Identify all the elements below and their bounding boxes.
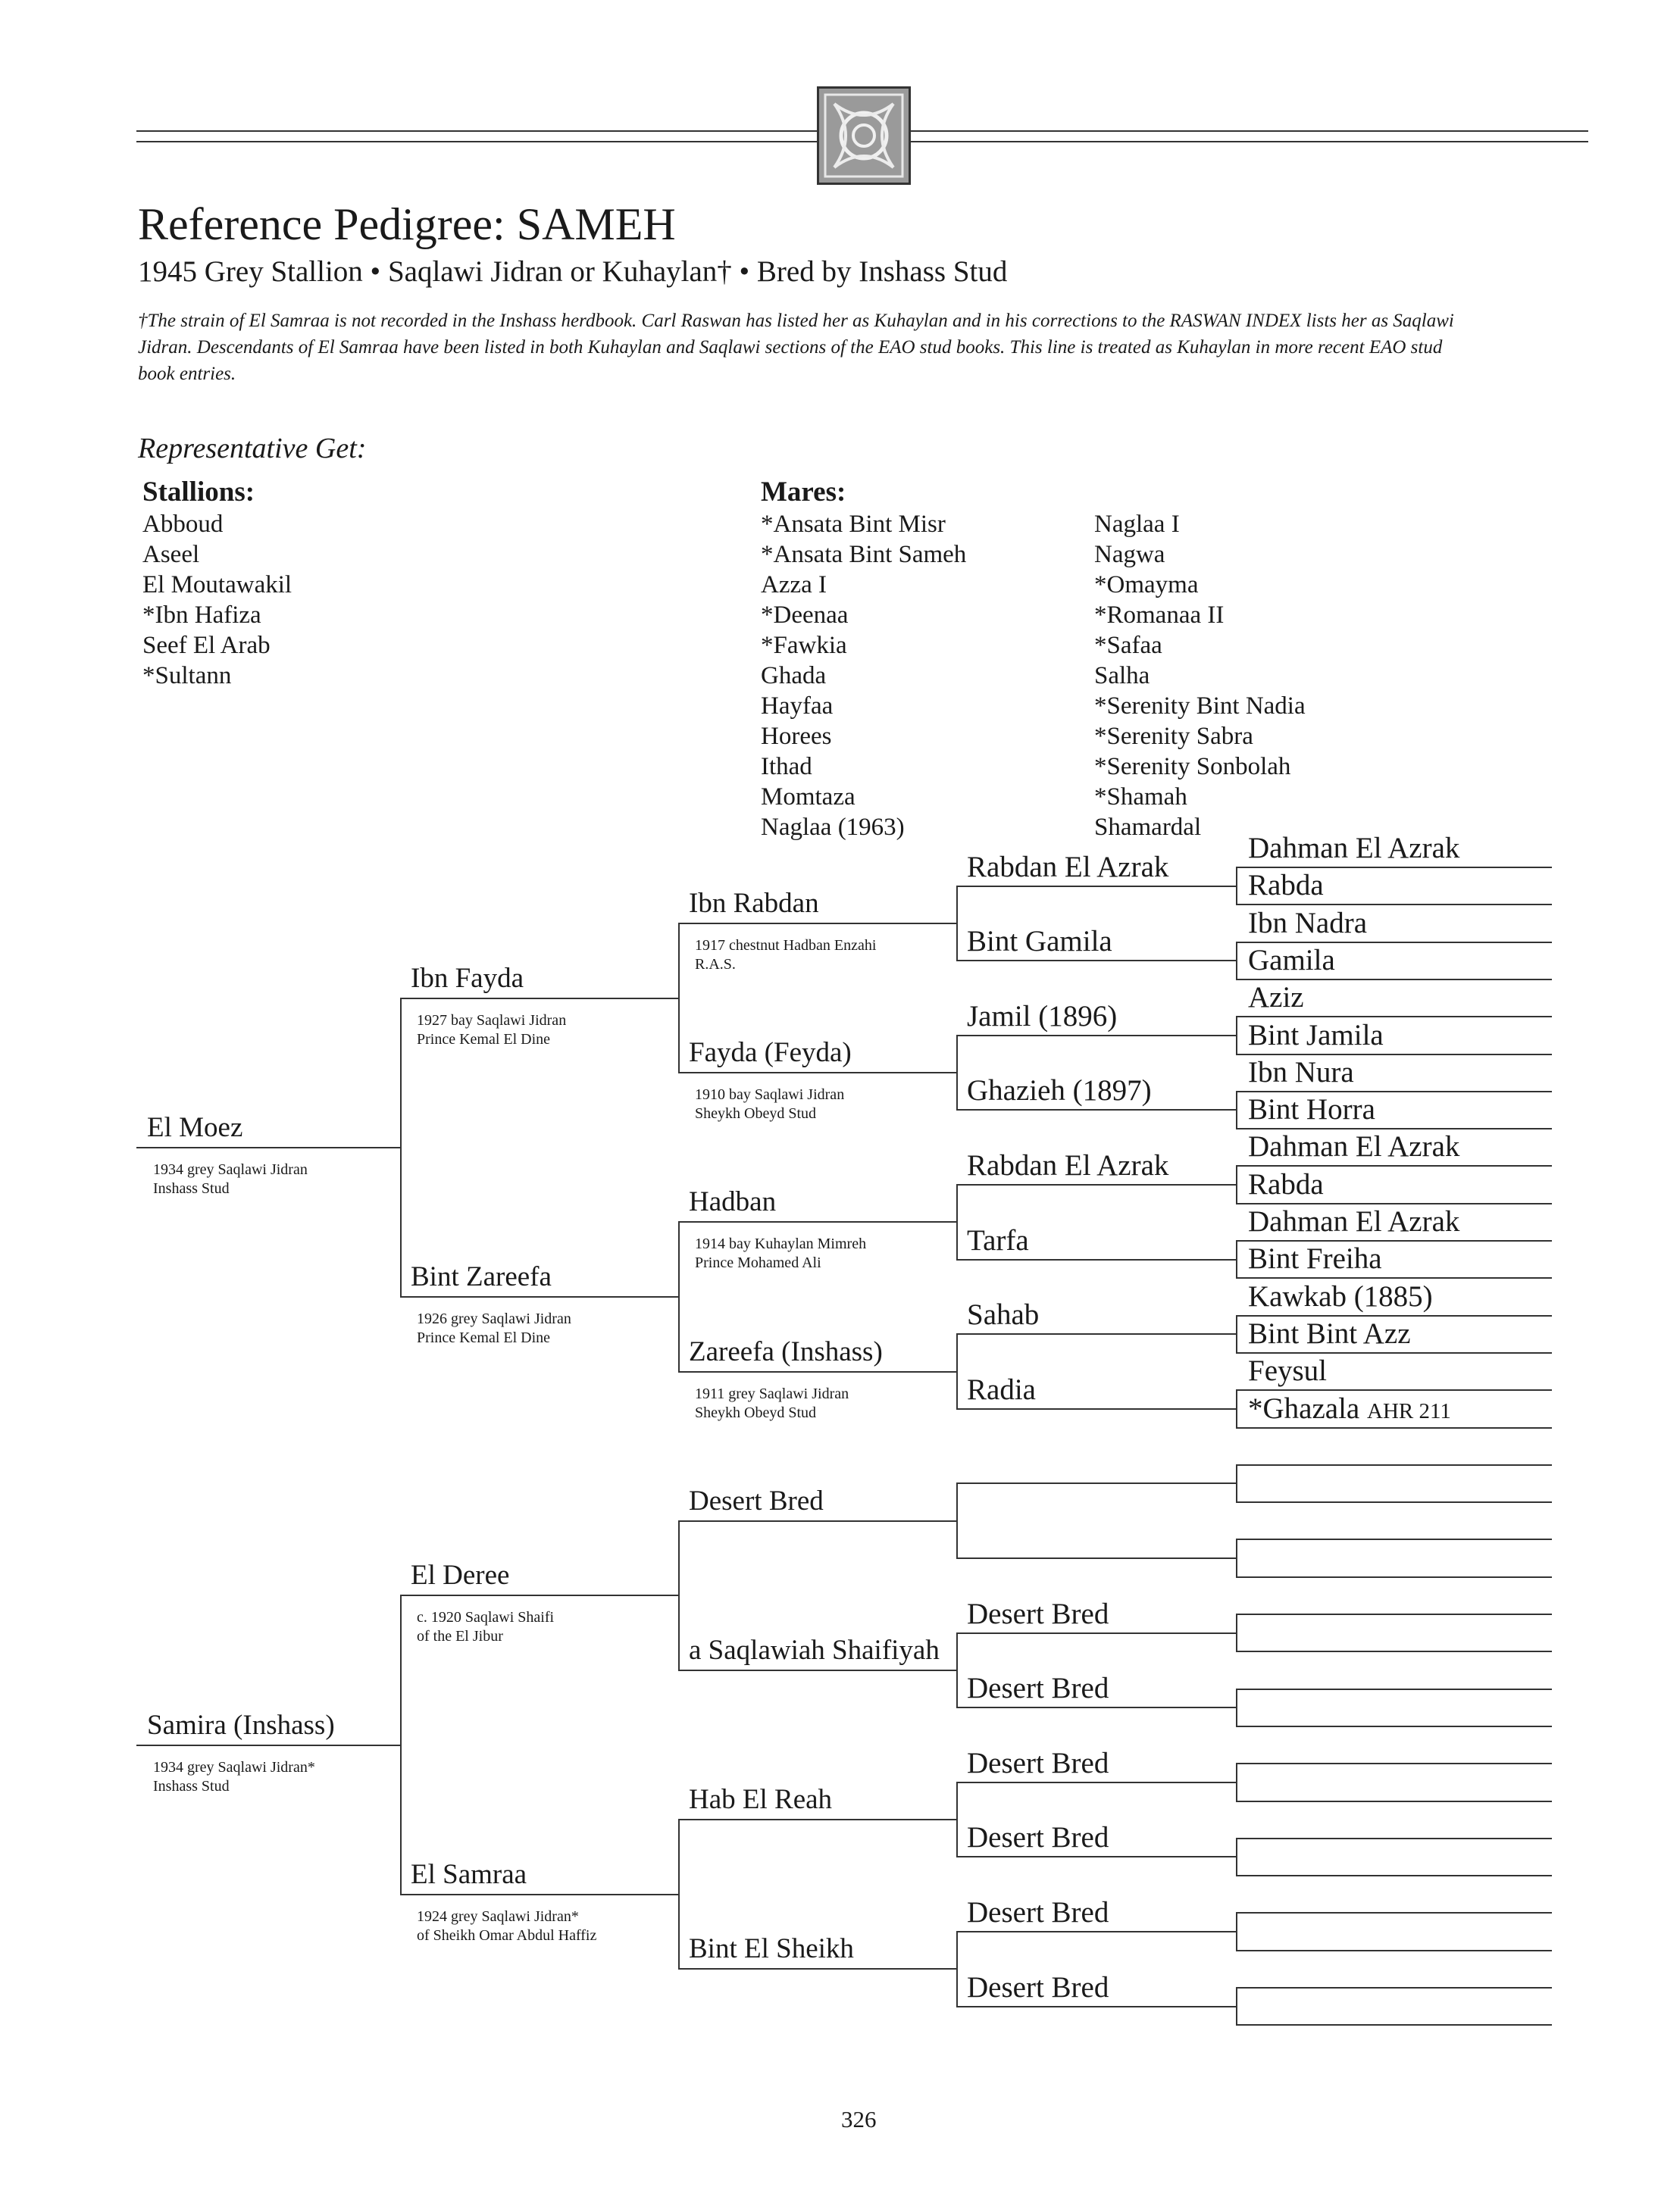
pedigree-connector-g2	[678, 1520, 680, 1671]
horse-name: Desert Bred	[967, 1746, 1109, 1779]
pedigree-connector-g4	[1236, 1240, 1237, 1279]
mare-item: Horees	[761, 723, 832, 750]
pedigree-line-g4	[956, 2006, 1236, 2007]
pedigree-line-g4	[956, 1333, 1236, 1335]
pedigree-line-g4	[956, 1632, 1236, 1634]
pedigree-connector-g3	[956, 1482, 958, 1559]
horse-name: Ghazieh (1897)	[967, 1074, 1152, 1108]
horse-detail: 1917 chestnut Hadban Enzahi	[695, 936, 877, 954]
pedigree-connector-g4	[1236, 942, 1237, 980]
pedigree-line-g5	[1236, 1950, 1552, 1951]
pedigree-line-g5	[1236, 942, 1552, 943]
pedigree-connector-g3	[956, 1782, 958, 1857]
mare-item: Naglaa I	[1094, 511, 1180, 538]
horse-detail: 1910 bay Saqlawi Jidran	[695, 1086, 845, 1104]
mare-item: *Shamah	[1094, 783, 1187, 811]
horse-name: Hab El Reah	[689, 1784, 833, 1816]
horse-name: Desert Bred	[967, 1821, 1109, 1854]
pedigree-line-g3	[678, 1819, 956, 1820]
pedigree-line-g5	[1236, 1016, 1552, 1017]
stallion-item: Abboud	[142, 511, 224, 538]
pedigree-line-g2	[400, 1595, 678, 1596]
pedigree-connector-g4	[1236, 1315, 1237, 1354]
pedigree-connector-g2	[678, 1221, 680, 1373]
horse-detail: Inshass Stud	[153, 1777, 230, 1795]
pedigree-line-g5	[1236, 1277, 1552, 1279]
horse-name: El Samraa	[411, 1858, 527, 1890]
horse-name: Dahman El Azrak	[1248, 1130, 1460, 1164]
pedigree-connector-g4	[1236, 1912, 1237, 1951]
mare-item: *Serenity Bint Nadia	[1094, 692, 1306, 720]
horse-name: Dahman El Azrak	[1248, 832, 1460, 864]
page-number: 326	[841, 2106, 877, 2132]
mare-item: *Deenaa	[761, 601, 849, 629]
pedigree-connector-g1	[400, 1595, 402, 1895]
horse-detail: c. 1920 Saqlawi Shaifi	[417, 1609, 555, 1626]
pedigree-line-g5	[1236, 1501, 1552, 1503]
pedigree-connector-g3	[956, 1632, 958, 1708]
horse-detail: Prince Kemal El Dine	[417, 1329, 551, 1346]
pedigree-connector-g1	[400, 998, 402, 1298]
horse-name: Fayda (Feyda)	[689, 1037, 852, 1069]
horse-name: *Ghazala AHR 211	[1248, 1392, 1451, 1425]
horse-detail: of Sheikh Omar Abdul Haffiz	[417, 1926, 597, 1944]
pedigree-connector-g4	[1236, 1539, 1237, 1578]
pedigree-line-g5	[1236, 1875, 1552, 1876]
horse-name: Hadban	[689, 1186, 777, 1218]
horse-name: Gamila	[1248, 943, 1335, 976]
top-rule-left-2	[136, 141, 817, 142]
pedigree-line-g1	[136, 1745, 400, 1746]
horse-name: Ibn Fayda	[411, 962, 524, 994]
horse-detail: Sheykh Obeyd Stud	[695, 1105, 816, 1123]
horse-name: Sahab	[967, 1298, 1040, 1332]
horse-name: Zareefa (Inshass)	[689, 1336, 883, 1367]
mare-item: Nagwa	[1094, 541, 1165, 568]
mare-item: *Omayma	[1094, 571, 1199, 598]
horse-name: Rabdan El Azrak	[967, 850, 1169, 883]
strain-note: †The strain of El Samraa is not recorded in the Inshass herdbook. Carl Raswan has listed her as Kuhaylan and in his corrections to the RASWAN INDEX lists her as Saqlawi Jidran. Descendants of El Samraa have been listed in both Kuhaylan and Saqlawi sections of the EAO stud books. This line is treated as Kuhaylan in more recent EAO stud book entries.	[138, 311, 1454, 384]
mare-item: Hayfaa	[761, 692, 834, 720]
pedigree-line-g5	[1236, 1801, 1552, 1802]
pedigree-line-g4	[956, 1707, 1236, 1708]
horse-name: Kawkab (1885)	[1248, 1279, 1433, 1313]
pedigree-connector-g3	[956, 1035, 958, 1111]
pedigree-connector-g4	[1236, 1016, 1237, 1055]
stallion-item: El Moutawakil	[142, 571, 292, 598]
pedigree-line-g3	[678, 1670, 956, 1671]
pedigree-line-g5	[1236, 1427, 1552, 1429]
horse-detail: Prince Mohamed Ali	[695, 1254, 821, 1272]
pedigree-line-g5	[1236, 1464, 1552, 1466]
pedigree-line-g4	[956, 1408, 1236, 1410]
pedigree-line-g2	[400, 998, 678, 999]
pedigree-line-g4	[956, 1557, 1236, 1559]
horse-detail: 1927 bay Saqlawi Jidran	[417, 1011, 567, 1029]
horse-name: Bint El Sheikh	[689, 1933, 854, 1965]
horse-name: Rabda	[1248, 1167, 1324, 1201]
pedigree-line-g3	[678, 1371, 956, 1373]
horse-name: a Saqlawiah Shaifiyah	[689, 1634, 940, 1666]
horse-detail: Inshass Stud	[153, 1179, 230, 1197]
celtic-knot-ornament	[817, 86, 911, 185]
mare-item: Momtaza	[761, 783, 856, 811]
horse-detail: Prince Kemal El Dine	[417, 1030, 551, 1048]
pedigree-line-g5	[1236, 979, 1552, 980]
horse-name: Feysul	[1248, 1354, 1328, 1388]
horse-detail: Sheykh Obeyd Stud	[695, 1404, 816, 1421]
horse-detail: R.A.S.	[695, 955, 736, 973]
mares-heading: Mares:	[761, 476, 846, 508]
pedigree-line-g4	[956, 1482, 1236, 1484]
pedigree-line-g5	[1236, 904, 1552, 905]
horse-name: Samira (Inshass)	[147, 1709, 335, 1741]
mare-item: Azza I	[761, 571, 827, 598]
pedigree-line-g3	[678, 1520, 956, 1522]
mare-item: Shamardal	[1094, 814, 1202, 841]
horse-name: Bint Horra	[1248, 1093, 1375, 1126]
pedigree-connector-g4	[1236, 1389, 1237, 1429]
pedigree-connector-g4	[1236, 1614, 1237, 1652]
pedigree-line-g2	[400, 1296, 678, 1298]
pedigree-line-g5	[1236, 1539, 1552, 1540]
page-title: Reference Pedigree: SAMEH	[138, 199, 676, 249]
pedigree-connector-g3	[956, 886, 958, 961]
pedigree-line-g5	[1236, 1987, 1552, 1989]
horse-detail: 1924 grey Saqlawi Jidran*	[417, 1907, 579, 1925]
mares-list-column-1	[761, 509, 966, 842]
horse-name: Desert Bred	[967, 1597, 1109, 1630]
page-subtitle: 1945 Grey Stallion • Saqlawi Jidran or Kuhaylan† • Bred by Inshass Stud	[138, 255, 1008, 288]
pedigree-connector-g3	[956, 1333, 958, 1410]
pedigree-line-g5	[1236, 1165, 1552, 1167]
pedigree-line-g5	[1236, 1352, 1552, 1354]
horse-name: Desert Bred	[967, 1672, 1109, 1705]
pedigree-line-g5	[1236, 1128, 1552, 1129]
mare-item: Ithad	[761, 753, 812, 780]
pedigree-line-g5	[1236, 1576, 1552, 1578]
horse-name: Desert Bred	[689, 1485, 824, 1517]
pedigree-line-g4	[956, 1109, 1236, 1111]
pedigree-connector-g3	[956, 1184, 958, 1261]
representative-get-label: Representative Get:	[138, 433, 367, 464]
top-rule-right-2	[911, 141, 1588, 142]
top-rule-right-1	[911, 130, 1588, 132]
horse-detail: 1934 grey Saqlawi Jidran*	[153, 1758, 315, 1776]
horse-name: Dahman El Azrak	[1248, 1205, 1460, 1238]
horse-name: Tarfa	[967, 1223, 1029, 1257]
pedigree-line-g5	[1236, 1054, 1552, 1055]
pedigree-line-g5	[1236, 1614, 1552, 1615]
horse-name: Jamil (1896)	[967, 999, 1118, 1033]
mares-list-column-2	[1094, 509, 1306, 842]
pedigree-line-g5	[1236, 1838, 1552, 1839]
pedigree-line-g4	[956, 1035, 1236, 1036]
horse-name: Ibn Rabdan	[689, 887, 819, 919]
horse-name: Bint Jamila	[1248, 1018, 1384, 1051]
stallions-heading: Stallions:	[142, 476, 255, 508]
pedigree-connector-g4	[1236, 1838, 1237, 1876]
pedigree-line-g1	[136, 1147, 400, 1148]
horse-detail: 1934 grey Saqlawi Jidran	[153, 1161, 308, 1178]
pedigree-line-g3	[678, 1968, 956, 1970]
top-rule-left-1	[136, 130, 817, 132]
pedigree-line-g4	[956, 1782, 1236, 1783]
pedigree-line-g5	[1236, 1689, 1552, 1690]
horse-name: Rabdan El Azrak	[967, 1149, 1169, 1183]
horse-name: Bint Zareefa	[411, 1261, 552, 1292]
mare-item: *Fawkia	[761, 632, 847, 659]
pedigree-line-g5	[1236, 1912, 1552, 1914]
mare-item: *Ansata Bint Misr	[761, 511, 946, 538]
pedigree-line-g4	[956, 960, 1236, 961]
horse-detail: 1926 grey Saqlawi Jidran	[417, 1310, 571, 1327]
pedigree-line-g4	[956, 1931, 1236, 1932]
horse-name: Aziz	[1248, 981, 1304, 1014]
stallions-list	[142, 509, 292, 691]
pedigree-connector-g4	[1236, 1987, 1237, 2026]
pedigree-line-g5	[1236, 1091, 1552, 1092]
pedigree-line-g5	[1236, 2024, 1552, 2026]
mare-item: *Serenity Sonbolah	[1094, 753, 1291, 780]
registry-number: AHR 211	[1367, 1398, 1451, 1423]
horse-name: Bint Freiha	[1248, 1242, 1382, 1276]
pedigree-connector-g2	[678, 1819, 680, 1970]
horse-detail: of the El Jibur	[417, 1628, 503, 1645]
horse-detail: 1914 bay Kuhaylan Mimreh	[695, 1236, 867, 1253]
pedigree-line-g4	[956, 1259, 1236, 1261]
pedigree-line-g3	[678, 923, 956, 924]
horse-name: Desert Bred	[967, 1896, 1109, 1929]
horse-name: Desert Bred	[967, 1970, 1109, 2004]
pedigree-line-g3	[678, 1072, 956, 1073]
horse-detail: 1911 grey Saqlawi Jidran	[695, 1385, 849, 1402]
pedigree-line-g4	[956, 1184, 1236, 1186]
pedigree-connector-g4	[1236, 1464, 1237, 1503]
pedigree-line-g3	[678, 1221, 956, 1223]
horse-name: Radia	[967, 1373, 1036, 1406]
mare-item: Naglaa (1963)	[761, 814, 905, 841]
pedigree-line-g5	[1236, 1240, 1552, 1242]
pedigree-line-g4	[956, 886, 1236, 887]
pedigree-line-g2	[400, 1894, 678, 1895]
pedigree-connector-g3	[956, 1931, 958, 2007]
horse-name: El Moez	[147, 1111, 243, 1143]
pedigree-line-g5	[1236, 1651, 1552, 1652]
pedigree-line-g5	[1236, 1389, 1552, 1391]
pedigree-connector-g4	[1236, 867, 1237, 905]
pedigree-line-g5	[1236, 867, 1552, 868]
mare-item: Salha	[1094, 662, 1150, 689]
horse-name: Rabda	[1248, 869, 1324, 902]
mare-item: *Serenity Sabra	[1094, 723, 1253, 750]
horse-name: Bint Gamila	[967, 925, 1112, 958]
pedigree-line-g5	[1236, 1726, 1552, 1727]
horse-name: El Deree	[411, 1560, 510, 1592]
pedigree-line-g5	[1236, 1763, 1552, 1764]
mare-item: *Ansata Bint Sameh	[761, 541, 967, 568]
stallion-item: *Ibn Hafiza	[142, 601, 261, 629]
pedigree-connector-g2	[678, 923, 680, 1073]
pedigree-connector-g4	[1236, 1165, 1237, 1204]
mare-item: Ghada	[761, 662, 827, 689]
pedigree-line-g4	[956, 1856, 1236, 1857]
pedigree-connector-g4	[1236, 1091, 1237, 1129]
mare-item: *Romanaa II	[1094, 601, 1225, 629]
horse-name: Ibn Nura	[1248, 1055, 1354, 1089]
horse-name: Ibn Nadra	[1248, 906, 1368, 939]
mare-item: *Safaa	[1094, 632, 1162, 659]
pedigree-line-g5	[1236, 1315, 1552, 1317]
stallion-item: Aseel	[142, 541, 200, 568]
pedigree-line-g5	[1236, 1203, 1552, 1204]
stallion-item: *Sultann	[142, 662, 232, 689]
stallion-item: Seef El Arab	[142, 632, 271, 659]
pedigree-connector-g4	[1236, 1763, 1237, 1802]
horse-name: Bint Bint Azz	[1248, 1317, 1411, 1350]
pedigree-connector-g4	[1236, 1689, 1237, 1727]
